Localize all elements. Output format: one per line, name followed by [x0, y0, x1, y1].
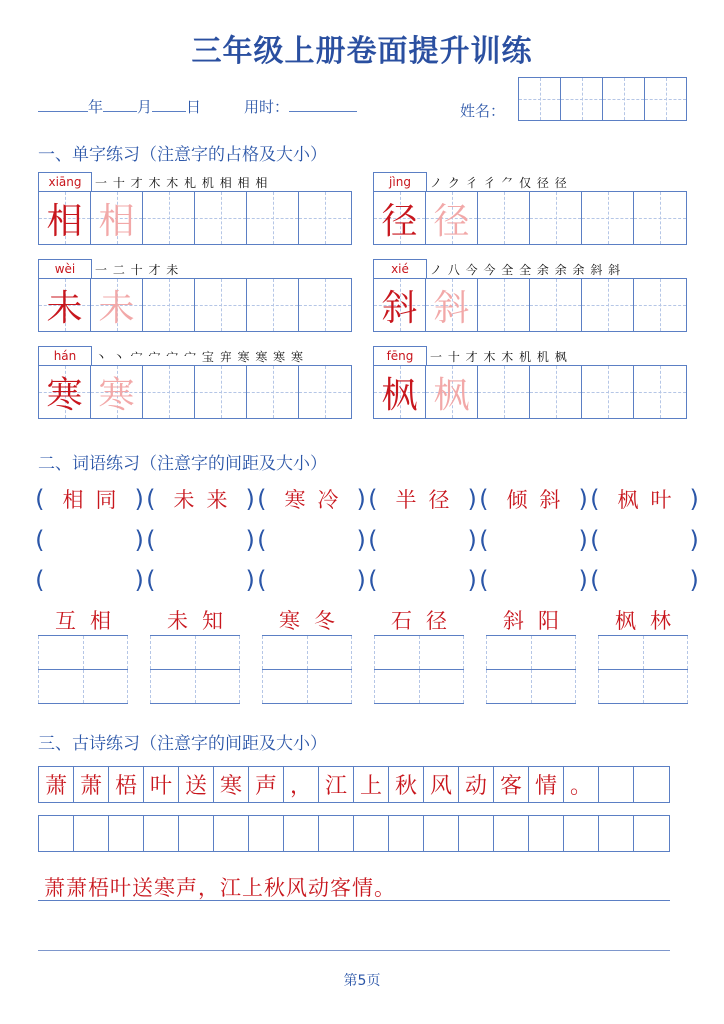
open-paren: ( [479, 526, 489, 554]
model-char-cell [374, 192, 426, 244]
paren-blank[interactable] [256, 526, 367, 554]
trace-char-cell [426, 192, 478, 244]
trace-char-cell [91, 366, 143, 418]
section1-title: 一、单字练习（注意字的占格及大小） [38, 145, 327, 165]
paren-blank[interactable] [256, 566, 367, 594]
open-paren: ( [146, 526, 156, 554]
trace-char: 径 [433, 200, 470, 242]
poem-practice-cell[interactable] [599, 816, 634, 851]
close-paren: ) [245, 526, 255, 554]
char-grid-row [373, 365, 687, 419]
pinyin-label: jìng [373, 172, 427, 191]
paren-word-row [34, 566, 700, 594]
poem-practice-cell[interactable] [459, 816, 494, 851]
trace-char: 斜 [433, 287, 470, 329]
word-text: 寒冷 [284, 488, 351, 512]
poem-char-cell: 上 [354, 767, 389, 802]
poem-char-cell: 。 [564, 767, 599, 802]
practice-cell[interactable] [530, 192, 582, 244]
poem-practice-cell[interactable] [354, 816, 389, 851]
poem-char-cell: 客 [494, 767, 529, 802]
trace-char-cell [426, 279, 478, 331]
paren-blank[interactable] [367, 526, 478, 554]
poem-practice-cell[interactable] [564, 816, 599, 851]
word-practice-box[interactable] [38, 636, 128, 670]
pinyin-label: hán [38, 346, 92, 365]
name-box[interactable] [603, 78, 645, 120]
trace-char: 寒 [98, 374, 135, 416]
char-grid-row [38, 191, 352, 245]
practice-cell[interactable] [634, 192, 686, 244]
poem-char-cell: ， [284, 767, 319, 802]
paren-word [478, 484, 589, 514]
open-paren: ( [35, 485, 45, 513]
poem-char-cell: 声 [249, 767, 284, 802]
grid-word: 互相 [38, 604, 128, 636]
close-paren: ) [689, 526, 699, 554]
year-label: 年 [88, 98, 104, 116]
model-char: 未 [46, 287, 83, 329]
time-label: 用时： [244, 98, 290, 116]
poem-char-cell [599, 767, 634, 802]
trace-char: 枫 [433, 374, 470, 416]
paren-blank[interactable] [589, 526, 700, 554]
name-box[interactable] [519, 78, 561, 120]
open-paren: ( [257, 526, 267, 554]
char-grid-row [38, 365, 352, 419]
poem-practice-cell[interactable] [529, 816, 564, 851]
page-number: 第5页 [343, 973, 381, 989]
practice-cell[interactable] [143, 279, 195, 331]
practice-cell[interactable] [195, 192, 247, 244]
practice-cell[interactable] [634, 279, 686, 331]
practice-cell[interactable] [247, 192, 299, 244]
open-paren: ( [590, 485, 600, 513]
practice-cell[interactable] [143, 366, 195, 418]
poem-grid-row [38, 766, 670, 803]
month-label: 月 [137, 98, 153, 116]
word-practice-box[interactable] [598, 636, 688, 670]
name-label: 姓名： [460, 102, 506, 120]
char-grid-row [373, 278, 687, 332]
close-paren: ) [245, 566, 255, 594]
poem-practice-cell[interactable] [494, 816, 529, 851]
word-text: 半径 [395, 488, 462, 512]
poem-practice-cell[interactable] [214, 816, 249, 851]
close-paren: ) [134, 566, 144, 594]
poem-practice-cell[interactable] [109, 816, 144, 851]
open-paren: ( [35, 566, 45, 594]
practice-cell[interactable] [143, 192, 195, 244]
poem-practice-cell[interactable] [249, 816, 284, 851]
open-paren: ( [368, 526, 378, 554]
paren-blank[interactable] [478, 566, 589, 594]
close-paren: ) [356, 485, 366, 513]
close-paren: ) [467, 566, 477, 594]
practice-cell[interactable] [478, 366, 530, 418]
practice-cell[interactable] [582, 192, 634, 244]
practice-cell[interactable] [582, 279, 634, 331]
close-paren: ) [578, 485, 588, 513]
word-grid [150, 604, 240, 704]
poem-underline [38, 900, 670, 901]
practice-cell[interactable] [195, 366, 247, 418]
poem-char-cell: 萧 [39, 767, 74, 802]
open-paren: ( [146, 485, 156, 513]
practice-cell[interactable] [247, 279, 299, 331]
close-paren: ) [356, 566, 366, 594]
stroke-order: 丶 丶 宀 宀 宀 宀 宝 宑 寒 寒 寒 寒 [95, 350, 304, 364]
char-grid-row [373, 191, 687, 245]
practice-cell[interactable] [195, 279, 247, 331]
word-grid [38, 604, 128, 704]
close-paren: ) [356, 526, 366, 554]
paren-word [589, 484, 700, 514]
word-practice-box[interactable] [374, 670, 464, 704]
time-field[interactable] [244, 96, 357, 117]
paren-word [145, 484, 256, 514]
word-grid [374, 604, 464, 704]
poem-practice-cell[interactable] [39, 816, 74, 851]
stroke-order: ノ 八 今 今 全 全 余 余 余 斜 斜 [430, 263, 622, 277]
poem-char-cell: 动 [459, 767, 494, 802]
day-label: 日 [186, 98, 202, 116]
model-char: 斜 [381, 287, 418, 329]
model-char: 寒 [46, 374, 83, 416]
paren-word [34, 484, 145, 514]
page-title: 三年级上册卷面提升训练 [191, 34, 533, 69]
word-practice-box[interactable] [150, 670, 240, 704]
poem-char-cell: 送 [179, 767, 214, 802]
model-char-cell [374, 279, 426, 331]
paren-blank[interactable] [367, 566, 478, 594]
paren-blank[interactable] [34, 526, 145, 554]
poem-line: 萧萧梧叶送寒声，江上秋风动客情。 [44, 876, 396, 900]
poem-practice-cell[interactable] [284, 816, 319, 851]
close-paren: ) [689, 566, 699, 594]
practice-cell[interactable] [247, 366, 299, 418]
open-paren: ( [479, 566, 489, 594]
paren-word-row [34, 526, 700, 554]
grid-word: 未知 [150, 604, 240, 636]
close-paren: ) [578, 566, 588, 594]
trace-char-cell [91, 279, 143, 331]
word-grid [598, 604, 688, 704]
date-field[interactable] [38, 96, 201, 117]
grid-word: 枫林 [598, 604, 688, 636]
practice-cell[interactable] [299, 279, 351, 331]
paren-blank[interactable] [34, 566, 145, 594]
trace-char: 相 [98, 200, 135, 242]
char-grid-row [38, 278, 352, 332]
poem-char-cell: 江 [319, 767, 354, 802]
name-box[interactable] [645, 78, 686, 120]
word-practice-box[interactable] [262, 670, 352, 704]
name-boxes[interactable] [518, 77, 687, 121]
poem-practice-cell[interactable] [144, 816, 179, 851]
close-paren: ) [578, 526, 588, 554]
word-text: 倾斜 [506, 488, 573, 512]
practice-cell[interactable] [530, 279, 582, 331]
poem-char-cell: 风 [424, 767, 459, 802]
word-text: 未来 [173, 488, 240, 512]
poem-char-cell: 萧 [74, 767, 109, 802]
model-char: 枫 [381, 374, 418, 416]
word-practice-box[interactable] [150, 636, 240, 670]
open-paren: ( [257, 566, 267, 594]
grid-word: 寒冬 [262, 604, 352, 636]
poem-char-cell: 情 [529, 767, 564, 802]
paren-word [256, 484, 367, 514]
poem-practice-cell[interactable] [634, 816, 669, 851]
open-paren: ( [368, 566, 378, 594]
pinyin-label: fēng [373, 346, 427, 365]
word-practice-box[interactable] [262, 636, 352, 670]
model-char-cell [39, 366, 91, 418]
practice-cell[interactable] [478, 192, 530, 244]
paren-blank[interactable] [145, 566, 256, 594]
trace-char-cell [91, 192, 143, 244]
open-paren: ( [146, 566, 156, 594]
paren-blank[interactable] [589, 566, 700, 594]
practice-cell[interactable] [299, 366, 351, 418]
close-paren: ) [467, 485, 477, 513]
poem-grid-row[interactable] [38, 815, 670, 852]
pinyin-label: wèi [38, 259, 92, 278]
poem-char-cell: 秋 [389, 767, 424, 802]
pinyin-label: xiāng [38, 172, 92, 191]
open-paren: ( [368, 485, 378, 513]
grid-word: 斜阳 [486, 604, 576, 636]
trace-char-cell [426, 366, 478, 418]
poem-practice-cell[interactable] [74, 816, 109, 851]
word-grid [262, 604, 352, 704]
grid-word: 石径 [374, 604, 464, 636]
open-paren: ( [257, 485, 267, 513]
poem-char-cell [634, 767, 669, 802]
word-practice-box[interactable] [486, 636, 576, 670]
trace-char: 未 [98, 287, 135, 329]
footer-divider [38, 950, 670, 951]
stroke-order: 一 二 十 才 未 [95, 263, 180, 277]
paren-word [367, 484, 478, 514]
word-text: 相同 [62, 488, 129, 512]
open-paren: ( [590, 566, 600, 594]
word-text: 枫叶 [617, 488, 684, 512]
close-paren: ) [467, 526, 477, 554]
section2-title: 二、词语练习（注意字的间距及大小） [38, 454, 327, 474]
poem-practice-cell[interactable] [389, 816, 424, 851]
poem-char-cell: 叶 [144, 767, 179, 802]
model-char-cell [374, 366, 426, 418]
word-practice-box[interactable] [374, 636, 464, 670]
word-practice-box[interactable] [486, 670, 576, 704]
model-char-cell [39, 279, 91, 331]
section3-title: 三、古诗练习（注意字的间距及大小） [38, 734, 327, 754]
model-char-cell [39, 192, 91, 244]
model-char: 相 [46, 200, 83, 242]
close-paren: ) [689, 485, 699, 513]
close-paren: ) [245, 485, 255, 513]
practice-cell[interactable] [582, 366, 634, 418]
stroke-order: 一 十 才 木 木 札 机 相 相 相 [95, 176, 269, 190]
paren-blank[interactable] [145, 526, 256, 554]
word-practice-box[interactable] [598, 670, 688, 704]
close-paren: ) [134, 526, 144, 554]
open-paren: ( [590, 526, 600, 554]
close-paren: ) [134, 485, 144, 513]
name-box[interactable] [561, 78, 603, 120]
poem-practice-cell[interactable] [319, 816, 354, 851]
stroke-order: 一 十 才 木 木 机 机 枫 [430, 350, 568, 364]
poem-practice-cell[interactable] [179, 816, 214, 851]
poem-char-cell: 寒 [214, 767, 249, 802]
open-paren: ( [479, 485, 489, 513]
word-grid [486, 604, 576, 704]
model-char: 径 [381, 200, 418, 242]
practice-cell[interactable] [634, 366, 686, 418]
word-practice-box[interactable] [38, 670, 128, 704]
practice-cell[interactable] [530, 366, 582, 418]
practice-cell[interactable] [478, 279, 530, 331]
poem-char-cell: 梧 [109, 767, 144, 802]
practice-cell[interactable] [299, 192, 351, 244]
pinyin-label: xié [373, 259, 427, 278]
paren-word-row [34, 484, 700, 514]
stroke-order: ノ ク 彳 彳 ⺈ 仅 径 径 [430, 176, 568, 190]
open-paren: ( [35, 526, 45, 554]
poem-practice-cell[interactable] [424, 816, 459, 851]
paren-blank[interactable] [478, 526, 589, 554]
